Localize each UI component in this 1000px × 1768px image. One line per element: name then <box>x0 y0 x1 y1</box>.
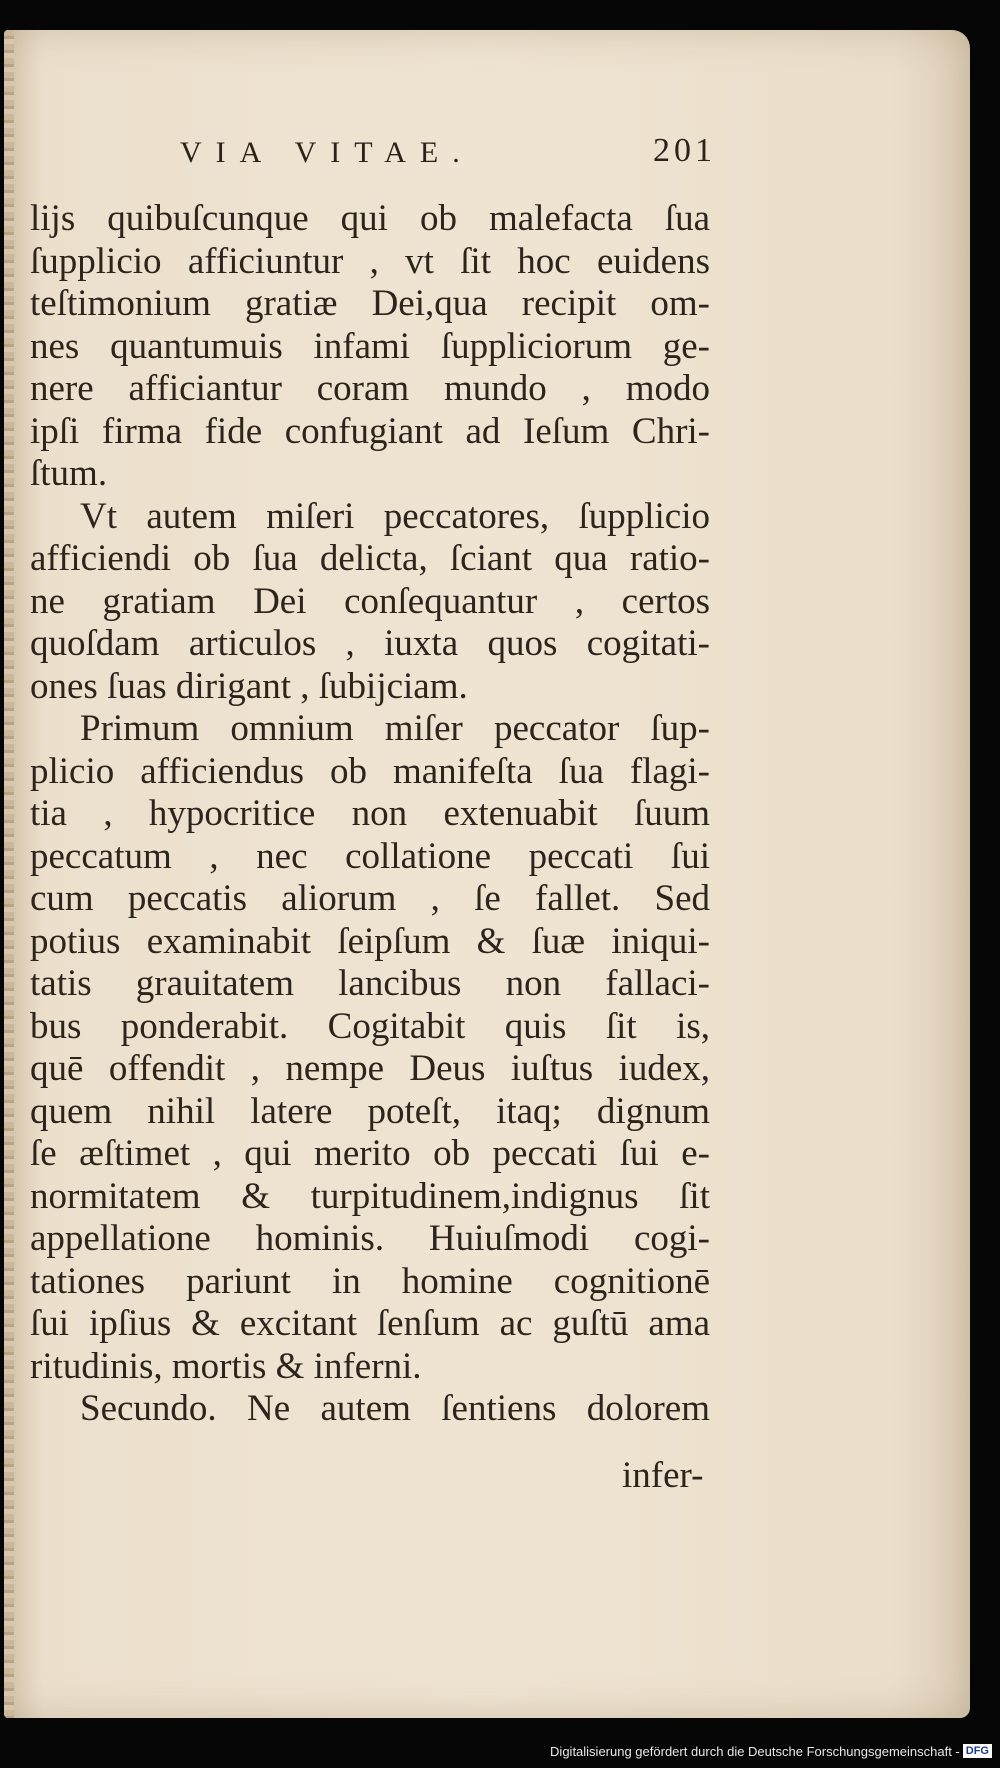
text-line: bus ponderabit. Cogitabit quis ſit is, <box>30 1005 710 1047</box>
page-gutter-edge <box>4 30 14 1718</box>
catchword: infer- <box>622 1455 704 1496</box>
credit-text: Digitalisierung gefördert durch die Deutsche Forschungsgemeinschaft - <box>550 1743 960 1759</box>
text-line: tationes pariunt in homine cognitionē <box>30 1260 710 1302</box>
text-line: quoſdam articulos , iuxta quos cogitati- <box>30 623 710 664</box>
text-line: ones ſuas dirigant , ſubijciam. <box>30 665 468 707</box>
text-line: nes quantumuis infami ſuppliciorum ge- <box>30 325 710 367</box>
text-line: Vt autem miſeri peccatores, ſupplicio <box>80 495 710 537</box>
text-line: peccatum , nec collatione peccati ſui <box>30 835 710 877</box>
text-line: ſe æſtimet , qui merito ob peccati ſui e- <box>30 1133 710 1174</box>
text-line: quē offendit , nempe Deus iuſtus iudex, <box>30 1048 710 1089</box>
running-head <box>172 130 716 178</box>
text-line: nere afficiantur coram mundo , modo <box>30 368 710 409</box>
text-line: normitatem & turpitudinem,indignus ſit <box>30 1175 710 1217</box>
page-number: 201 <box>653 132 716 169</box>
text-line: ritudinis, mortis & inferni. <box>30 1345 422 1387</box>
text-line: ne gratiam Dei conſequantur , certos <box>30 580 710 622</box>
text-line: tia , hypocritice non extenuabit ſuum <box>30 793 710 834</box>
text-line: quem nihil latere poteſt, itaq; dignum <box>30 1090 710 1132</box>
text-line: afficiendi ob ſua delicta, ſciant qua ratio- <box>30 538 710 579</box>
text-line: ipſi firma fide confugiant ad Ieſum Chri- <box>30 410 710 452</box>
text-line: ſupplicio afficiuntur , vt ſit hoc euidens <box>30 240 710 282</box>
digitization-credit <box>550 1740 992 1762</box>
text-line: tatis grauitatem lancibus non fallaci- <box>30 963 710 1004</box>
text-line: potius examinabit ſeipſum & ſuæ iniqui- <box>30 920 710 962</box>
text-line: plicio afficiendus ob manifeſta ſua flagi- <box>30 750 710 792</box>
text-block <box>30 198 710 1431</box>
text-line: Primum omnium miſer peccator ſup- <box>80 708 710 749</box>
text-line: cum peccatis aliorum , ſe fallet. Sed <box>30 878 710 919</box>
text-line: ſui ipſius & excitant ſenſum ac guſtū ama <box>30 1303 710 1344</box>
text-line: ſtum. <box>30 453 108 494</box>
book-page <box>4 30 970 1718</box>
text-line: lijs quibuſcunque qui ob malefacta ſua <box>30 198 710 239</box>
dfg-logo: DFG <box>963 1744 992 1758</box>
text-line: Secundo. Ne autem ſentiens dolorem <box>80 1388 710 1429</box>
text-line: appellatione hominis. Huiuſmodi cogi- <box>30 1218 710 1259</box>
text-line: teſtimonium gratiæ Dei,qua recipit om- <box>30 283 710 324</box>
running-title: VIA VITAE. <box>180 136 474 169</box>
